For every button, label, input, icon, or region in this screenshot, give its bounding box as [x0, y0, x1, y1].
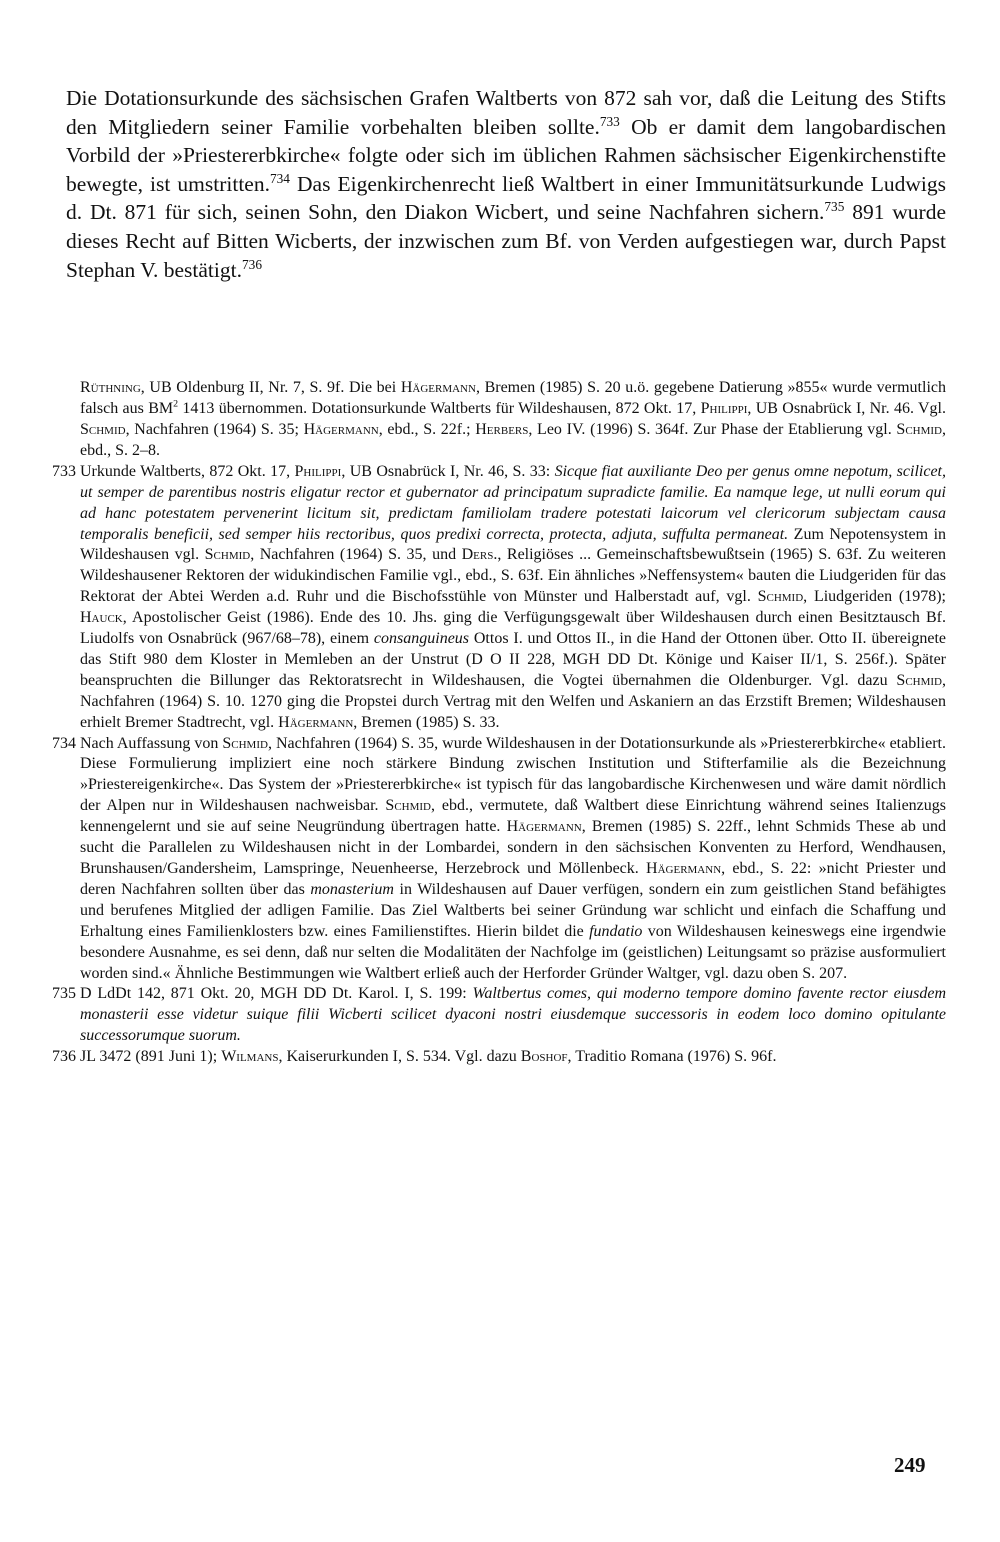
- main-paragraph: [66, 84, 946, 284]
- footnote-733: 733 Urkunde Waltberts, 872 Okt. 17, Philippi, UB Osnabrück I, Nr. 46, S. 33: Sicque fiat auxiliante Deo per genus omne nepotum, scilicet, ut semper de parentibus nostris eligatur rector et gubernator ad principatum supradicte familie. Ea namque lege, ut nulli eorum qui ad hanc potestatem pervenerint licitum sit, predictam familiolam tradere potestati laicorum vel clericorum subjectam causa temporalis beneficii, sed semper hiis rectoribus, quos predixi correcta, protecta, adjuta, suffulta permaneat. Zum Nepotensystem in Wildeshausen vgl. Schmid, Nachfahren (1964) S. 35, und Ders., Religiöses ... Gemeinschaftsbewußtsein (1965) S. 63f. Zu weiteren Wildeshausener Rektoren der widukindischen Familie vgl., ebd., S. 63f. Ein ähnliches »Neffensystem« bauten die Liudgeriden für das Rektorat der Abtei Werden a.d. Ruhr und die Bischofsstühle von Münster und Halberstadt auf, vgl. Schmid, Liudgeriden (1978); Hauck, Apostolischer Geist (1986). Ende des 10. Jhs. ging die Verfügungsgewalt über Wildeshausen durch einen Besitztausch Bf. Liudolfs von Osnabrück (967/68–78), einem consanguineus Ottos I. und Ottos II., in die Hand der Ottonen über. Otto II. übereignete das Stift 980 dem Kloster in Memleben an der Unstrut (D O II 228, MGH DD Dt. Könige und Kaiser II/1, S. 256f.). Später beanspruchten die Billunger das Rektoratsrecht in Wildeshausen, die Vogtei übernahmen die Oldenburger. Vgl. dazu Schmid, Nachfahren (1964) S. 10. 1270 ging die Propstei durch Vertrag mit den Welfen und Askaniern an das Erzstift Bremen; Wildeshausen erhielt Bremer Stadtrecht, vgl. Hägermann, Bremen (1985) S. 33.: [52, 462, 947, 731]
- latin-quote: Sicque fiat auxiliante Deo per genus omne nepotum, scilicet, ut semper de parentibus nostris eligatur rector et gubernator ad principatum supradicte familie. Ea namque lege, ut nulli eorum qui ad hanc potestatem pervenerint licitum sit, predictam familiolam tradere potestati laicorum vel clericorum subjectam causa temporalis beneficii, sed semper hiis rectoribus, quos predixi correcta, protecta, adjuta, suffulta permaneat.: [80, 462, 946, 543]
- footnote-734: 734 Nach Auffassung von Schmid, Nachfahren (1964) S. 35, wurde Wildeshausen in der Dotationsurkunde als »Priestererbkirche« etabliert. Diese Formulierung impliziert eine noch stärkere Bindung zwischen Institution und Stifterfamilie als die Bezeichnung »Priestereigenkirche«. Das System der »Priestererbkirche« ist typisch für das langobardische Kirchenwesen und wäre damit nördlich der Alpen nur in Wildeshausen nachweisbar. Schmid, ebd., vermutete, daß Waltbert diese Einrichtung während seines Italienzugs kennengelernt und sie auf seine Neugründung übertragen hatte. Hägermann, Bremen (1985) S. 22ff., lehnt Schmids These ab und sucht die Parallelen zu Wildeshausen nicht in der Lombardei, sondern in den sächsischen Konventen zu Herford, Wendhausen, Brunshausen/Gandersheim, Lamspringe, Neuenheerse, Herzebrock und Möllenbeck. Hägermann, ebd., S. 22: »nicht Priester und deren Nachfahren sollten über das monasterium in Wildeshausen auf Dauer verfügen, sondern ein zum geistlichen Stand befähigtes und berufenes Mitglied der adligen Familie. Das Ziel Waltberts bei seiner Gründung war schlicht und einfach die Schaffung und Erhaltung eines Familienklosters bzw. eines Familienstiftes. Hierin bildet die fundatio von Wildeshausen keineswegs eine irgendwie besondere Ausnahme, es sei denn, daß nur selten die Modalitäten der Nachfolge im (geistlichen) Leitungsamt so präzise ausformuliert worden sind.« Ähnliche Bestimmungen wie Waltbert erließ auch der Herforder Gründer Waltger, vgl. dazu oben S. 207.: [52, 734, 947, 982]
- main-sentence-2: Ob er damit dem langobardischen Vorbild der »Priestererbkirche« folgte oder sich im üblichen Rahmen sächsischer Eigenkirchenstifte bewegte, ist umstritten.: [66, 114, 946, 196]
- main-sentence-3: Das Eigenkirchenrecht ließ Waltbert in einer Immunitätsurkunde Ludwigs d. Dt. 871 für sich, seinen Sohn, den Diakon Wicbert, und seine Nachfahren sichern.: [66, 171, 946, 225]
- footnote-ref-733: 733: [599, 113, 620, 129]
- footnote-736: 736 JL 3472 (891 Juni 1); Wilmans, Kaiserurkunden I, S. 534. Vgl. dazu Boshof, Traditio Romana (1976) S. 96f.: [66, 1047, 946, 1068]
- page-content: [52, 84, 947, 1068]
- page-number: 249: [894, 1453, 926, 1477]
- footnote-735: 735 D LdDt 142, 871 Okt. 20, MGH DD Dt. Karol. I, S. 199: Waltbertus comes, qui moderno tempore domino favente rector eiusdem monasterii esse videtur suique filii Wicberti scilicet dyaconi nostri eiusdemque successoris in eodem loco domino opitulante successorumque suorum.: [52, 985, 947, 1045]
- footnote-number: 734: [52, 734, 76, 752]
- footnote-ref-735: 735: [824, 199, 845, 215]
- footnote-732-continuation: Rüthning, UB Oldenburg II, Nr. 7, S. 9f. Die bei Hägermann, Bremen (1985) S. 20 u.ö. gegebene Datierung »855« wurde vermutlich falsch aus $BM^2$ 1413 übernommen. Dotationsurkunde Waltberts für Wildeshausen, 872 Okt. 17, Philippi, UB Osnabrück I, Nr. 46. Vgl. Schmid, Nachfahren (1964) S. 35; Hägermann, ebd., S. 22f.; Herbers, Leo IV. (1996) S. 364f. Zur Phase der Etablierung vgl. Schmid, ebd., S. 2–8.: [80, 379, 947, 459]
- footnote-ref-736: 736: [241, 256, 262, 272]
- footnotes: [52, 378, 947, 1068]
- footnote-number: 736: [52, 1048, 76, 1066]
- footnote-number: 733: [52, 462, 76, 480]
- footnote-number: 735: [52, 985, 76, 1003]
- footnote-ref-734: 734: [269, 170, 290, 186]
- main-sentence-4: 891 wurde dieses Recht auf Bitten Wicberts, der inzwischen zum Bf. von Verden aufgestiegen war, durch Papst Stephan V. bestätigt.: [66, 200, 946, 282]
- main-sentence-1: Die Dotationsurkunde des sächsischen Grafen Waltberts von 872 sah vor, daß die Leitung des Stifts den Mitgliedern seiner Familie vorbehalten bleiben sollte.: [66, 86, 946, 139]
- latin-quote: Waltbertus comes, qui moderno tempore domino favente rector eiusdem monasterii esse videtur suique filii Wicberti scilicet dyaconi nostri eiusdemque successoris in eodem loco domino opitulante successorumque suorum.: [80, 985, 947, 1045]
